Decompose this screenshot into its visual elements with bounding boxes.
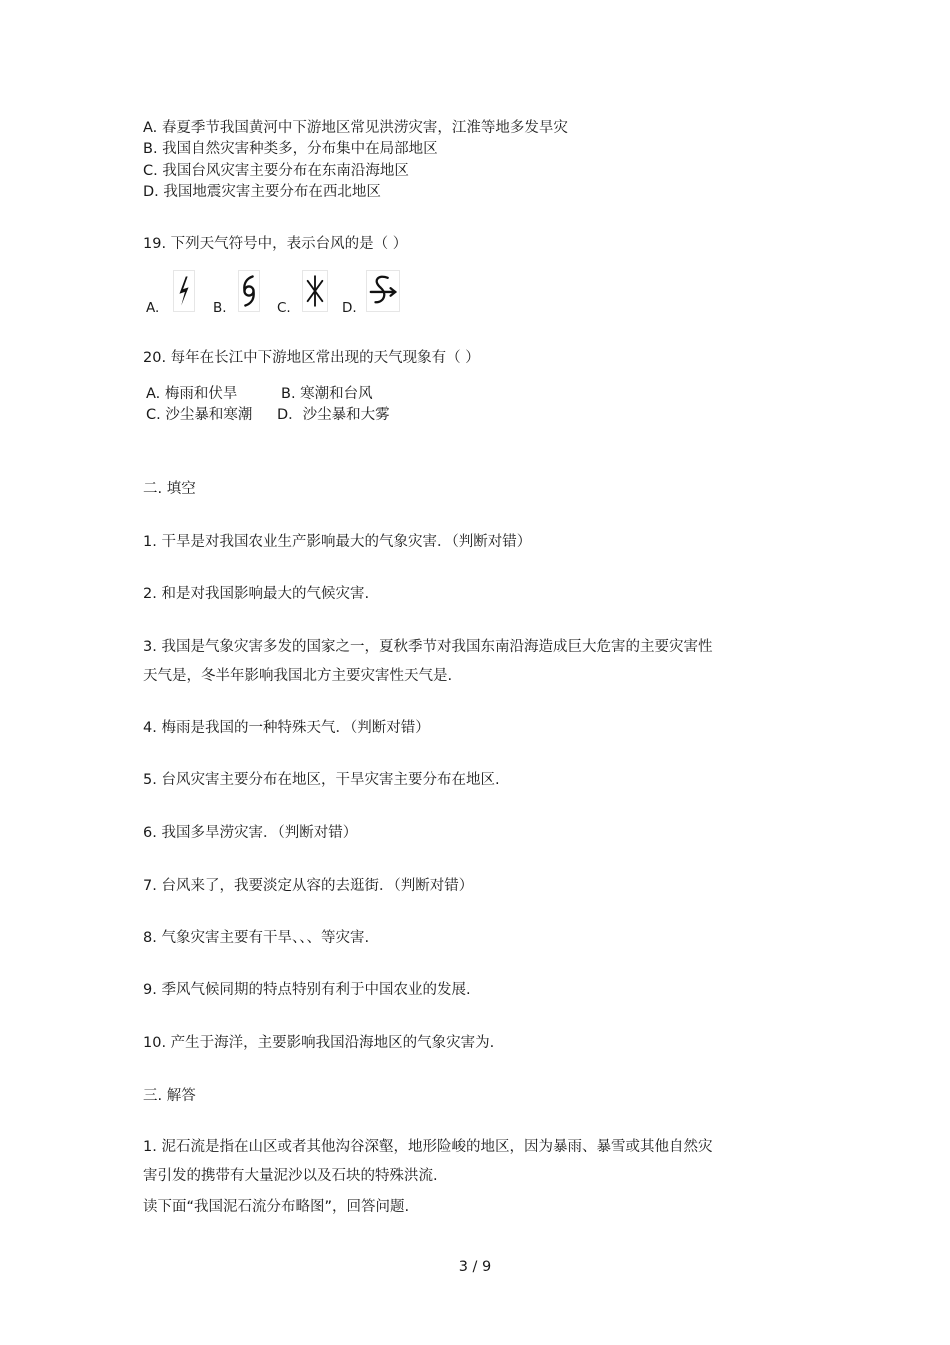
page-number: 3 / 9 [458,1259,492,1275]
section2-item-9: 9. 季风气候同期的特点特别有利于中国农业的发展. [143,982,471,998]
section2-item-1: 1. 干旱是对我国农业生产影响最大的气象灾害．（判断对错） [143,534,532,550]
q18-option-b: B. 我国自然灾害种类多，分布集中在局部地区 [143,141,438,157]
q20-option-a: A. 梅雨和伏旱 [146,386,238,402]
section2-item-3-cont: 天气是，冬半年影响我国北方主要灾害性天气是. [143,668,453,684]
section2-item-2: 2. 和是对我国影响最大的气候灾害. [143,586,370,602]
typhoon-symbol-icon [238,270,260,312]
q19-question: 19. 下列天气符号中，表示台风的是（ ） [143,236,408,252]
section2-title: 二. 填空 [143,481,196,497]
section3-line-3: 读下面“我国泥石流分布略图”，回答问题. [143,1199,410,1215]
section2-item-8: 8. 气象灾害主要有干旱、、、等灾害. [143,930,370,946]
section3-line-1: 1. 泥石流是指在山区或者其他沟谷深壑，地形险峻的地区，因为暴雨、暴雪或其他自然灾 [143,1139,713,1155]
section2-item-6: 6. 我国多旱涝灾害．（判断对错） [143,825,358,841]
q20-option-d: D．沙尘暴和大雾 [277,407,390,423]
section2-item-10: 10. 产生于海洋，主要影响我国沿海地区的气象灾害为. [143,1035,495,1051]
section2-item-3: 3. 我国是气象灾害多发的国家之一，夏秋季节对我国东南沿海造成巨大危害的主要灾害性 [143,639,713,655]
section3-title: 三. 解答 [143,1088,196,1104]
section2-item-4: 4. 梅雨是我国的一种特殊天气．（判断对错） [143,720,430,736]
lightning-symbol-icon [173,270,195,312]
q18-option-a: A. 春夏季节我国黄河中下游地区常见洪涝灾害，江淮等地多发旱灾 [143,120,568,136]
hail-symbol-icon [302,270,328,312]
q19-label-c: C. [277,300,291,316]
sandstorm-symbol-icon [366,270,400,312]
q20-option-b: B. 寒潮和台风 [281,386,373,402]
section2-item-7: 7. 台风来了，我要淡定从容的去逛街．（判断对错） [143,878,474,894]
q19-label-b: B. [213,300,227,316]
q20-question: 20. 每年在长江中下游地区常出现的天气现象有（ ） [143,350,480,366]
q19-label-a: A. [146,300,160,316]
q18-option-c: C. 我国台风灾害主要分布在东南沿海地区 [143,163,409,179]
q20-option-c: C. 沙尘暴和寒潮 [146,407,253,423]
q18-option-d: D. 我国地震灾害主要分布在西北地区 [143,184,381,200]
section3-line-2: 害引发的携带有大量泥沙以及石块的特殊洪流. [143,1168,438,1184]
section2-item-5: 5. 台风灾害主要分布在地区，干旱灾害主要分布在地区. [143,772,500,788]
q19-label-d: D. [342,300,357,316]
